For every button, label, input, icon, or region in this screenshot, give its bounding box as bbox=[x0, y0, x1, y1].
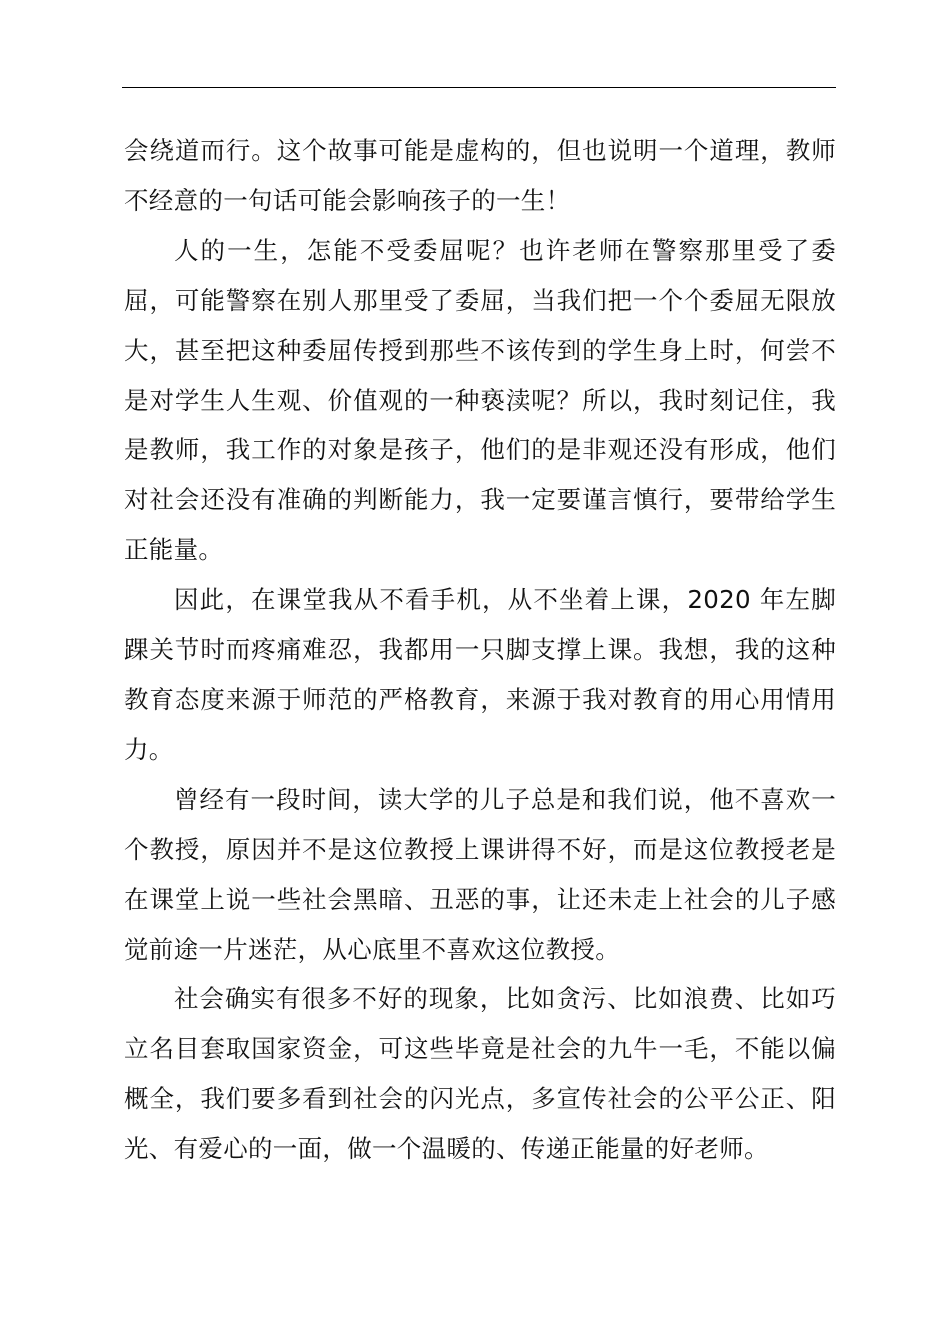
paragraph-continuation: 会绕道而行。这个故事可能是虚构的，但也说明一个道理，教师不经意的一句话可能会影响孩子的一生！ bbox=[124, 136, 836, 215]
document-body bbox=[124, 126, 836, 1174]
header-rule bbox=[122, 87, 836, 88]
paragraph: 人的一生，怎能不受委屈呢？也许老师在警察那里受了委屈，可能警察在别人那里受了委屈，当我们把一个个委屈无限放大，甚至把这种委屈传授到那些不该传到的学生身上时，何尝不是对学生人生观、价值观的一种亵渎呢？所以，我时刻记住，我是教师，我工作的对象是孩子，他们的是非观还没有形成，他们对社会还没有准确的判断能力，我一定要谨言慎行，要带给学生正能量。 bbox=[124, 235, 836, 565]
paragraph: 社会确实有很多不好的现象，比如贪污、比如浪费、比如巧立名目套取国家资金，可这些毕竟是社会的九牛一毛，不能以偏概全，我们要多看到社会的闪光点，多宣传社会的公平公正、阳光、有爱心的一面，做一个温暖的、传递正能量的好老师。 bbox=[124, 984, 836, 1164]
paragraph: 因此，在课堂我从不看手机，从不坐着上课，2020 年左脚踝关节时而疼痛难忍，我都用一只脚支撑上课。我想，我的这种教育态度来源于师范的严格教育，来源于我对教育的用心用情用力。 bbox=[124, 585, 836, 764]
paragraph: 曾经有一段时间，读大学的儿子总是和我们说，他不喜欢一个教授，原因并不是这位教授上课讲得不好，而是这位教授老是在课堂上说一些社会黑暗、丑恶的事，让还未走上社会的儿子感觉前途一片迷茫，从心底里不喜欢这位教授。 bbox=[124, 784, 836, 964]
